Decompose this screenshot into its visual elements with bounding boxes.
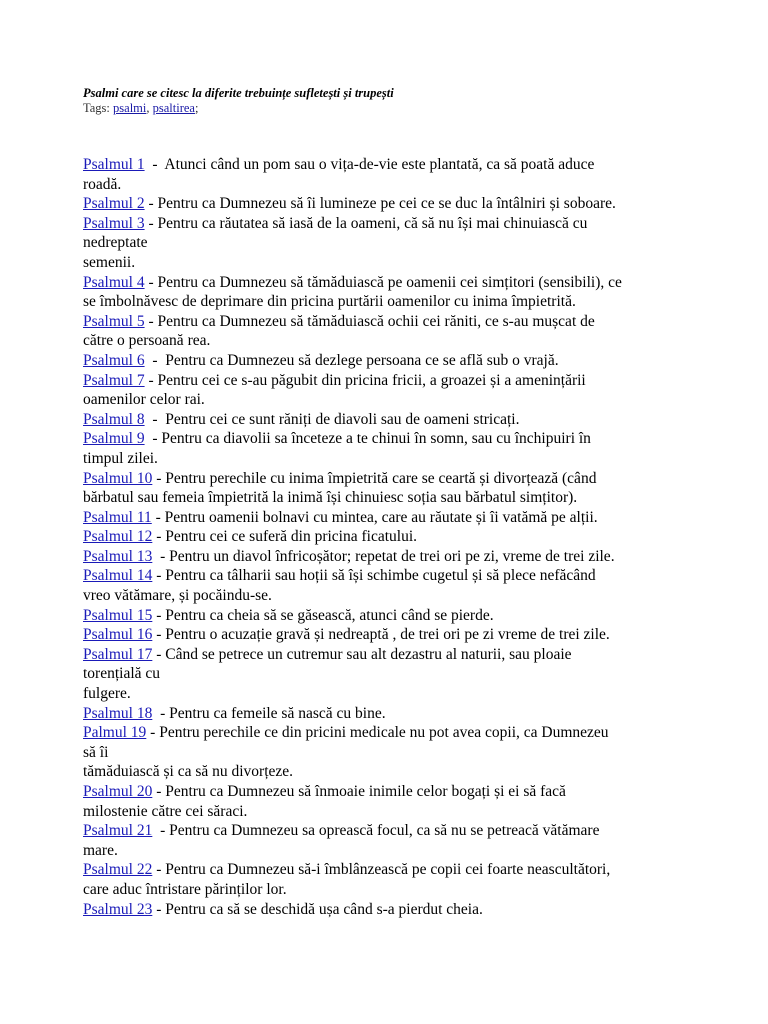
psalm-link[interactable]: Psalmul 4 <box>83 273 145 291</box>
psalm-description: - Pentru ca femeile să nască cu bine. <box>152 704 386 722</box>
psalm-description: - Pentru ca Dumnezeu să înmoaie inimile celor bogați și ei să facă milostenie către cei săraci. <box>83 783 566 820</box>
psalm-link[interactable]: Psalmul 7 <box>83 371 145 389</box>
psalm-link[interactable]: Psalmul 10 <box>83 469 153 487</box>
psalm-entry <box>83 606 728 626</box>
psalm-entry <box>83 469 728 508</box>
psalm-description: - Pentru ca Dumnezeu să dezlege persoana ce se află sub o vrajă. <box>144 351 559 369</box>
psalm-description: - Pentru ca Dumnezeu sa oprească focul, ca să nu se petreacă vătămare mare. <box>83 822 600 859</box>
psalm-entry <box>83 547 728 567</box>
psalm-link[interactable]: Psalmul 13 <box>83 547 153 565</box>
psalm-description: - Pentru o acuzație gravă și nedreaptă , de trei ori pe zi vreme de trei zile. <box>152 626 610 644</box>
tags-separator: , <box>146 101 153 115</box>
psalm-entry <box>83 351 728 371</box>
psalm-entry <box>83 194 728 214</box>
psalm-link[interactable]: Psalmul 11 <box>83 508 152 526</box>
psalm-description: - Pentru cei ce sunt răniți de diavoli sau de oameni stricați. <box>144 410 520 428</box>
psalm-description: - Pentru perechile ce din pricini medicale nu pot avea copii, ca Dumnezeu să îi tămăduiască și ca să nu divorțeze. <box>83 724 609 781</box>
psalm-link[interactable]: Psalmul 17 <box>83 645 153 663</box>
psalm-entry <box>83 273 728 312</box>
psalm-link[interactable]: Psalmul 20 <box>83 783 153 800</box>
psalm-description: - Pentru oamenii bolnavi cu mintea, care au răutate și îi vatămă pe alții. <box>151 508 598 526</box>
psalm-entry <box>83 429 728 468</box>
psalm-description: - Când se petrece un cutremur sau alt dezastru al naturii, sau ploaie torențială cu fulgere. <box>83 645 572 703</box>
tags-line <box>83 101 728 116</box>
psalm-entry <box>83 900 728 920</box>
tags-label: Tags: <box>83 101 114 115</box>
psalm-description: - Pentru ca răutatea să iasă de la oameni, că să nu își mai chinuiască cu nedreptate semenii. <box>83 214 588 271</box>
psalm-link[interactable]: Psalmul 14 <box>83 567 153 585</box>
psalm-description: - Pentru ca Dumnezeu să tămăduiască ochii cei răniti, ce s-au mușcat de către o persoană rea. <box>83 312 595 350</box>
tag-link-psalmi[interactable]: psalmi <box>113 101 147 115</box>
psalm-description: - Pentru ca tâlharii sau hoții să își schimbe cugetul și să plece nefăcând vreo vătămare, și pocăindu-se. <box>83 567 596 605</box>
psalm-link[interactable]: Psalmul 3 <box>83 214 145 232</box>
psalm-description: - Pentru ca Dumnezeu să-i îmblânzească pe copii cei foarte neascultători, care aduc întristare părinților lor. <box>83 861 611 898</box>
psalm-entry <box>83 566 728 605</box>
psalm-link[interactable]: Psalmul 21 <box>83 822 153 840</box>
psalm-entry <box>83 625 728 645</box>
psalm-description: - Pentru cei ce s-au păgubit din pricina fricii, a groazei și a amenințării oamenilor celor rai. <box>83 371 586 409</box>
psalm-description: - Pentru ca cheia să se găsească, atunci când se pierde. <box>152 606 494 624</box>
psalm-entry <box>83 155 728 194</box>
psalm-link[interactable]: Psalmul 23 <box>83 900 153 918</box>
psalm-link[interactable]: Psalmul 18 <box>83 704 153 722</box>
psalm-entry <box>83 508 728 528</box>
psalm-description: - Pentru ca diavolii sa înceteze a te chinui în somn, sau cu închipuiri în timpul zilei. <box>83 430 591 467</box>
psalm-link[interactable]: Palmul 19 <box>83 724 147 742</box>
psalm-description: - Pentru un diavol înfricoșător; repetat de trei ori pe zi, vreme de trei zile. <box>152 547 615 565</box>
psalm-link[interactable]: Psalmul 12 <box>83 528 153 546</box>
psalm-link[interactable]: Psalmul 15 <box>83 606 153 624</box>
tags-end: ; <box>194 101 199 115</box>
psalm-entry <box>83 527 728 547</box>
psalm-entry <box>83 782 728 821</box>
psalm-description: - Pentru ca Dumnezeu să tămăduiască pe oamenii cei simțitori (sensibili), ce se îmbolnăvesc de deprimare din pricina purtării oamenilor cu inima împietrită. <box>83 273 622 311</box>
psalm-entry <box>83 645 728 704</box>
psalm-link[interactable]: Psalmul 22 <box>83 861 153 879</box>
psalm-entry <box>83 723 728 782</box>
psalm-description: - Pentru cei ce suferă din pricina ficatului. <box>152 528 418 546</box>
psalm-link[interactable]: Psalmul 1 <box>83 156 145 173</box>
psalm-link[interactable]: Psalmul 9 <box>83 430 145 448</box>
psalm-entry <box>83 704 728 724</box>
psalm-entry <box>83 312 728 351</box>
psalm-entry <box>83 371 728 410</box>
psalm-link[interactable]: Psalmul 5 <box>83 312 145 330</box>
psalm-link[interactable]: Psalmul 16 <box>83 626 153 644</box>
psalm-entry <box>83 821 728 860</box>
psalm-entry <box>83 860 728 899</box>
psalm-link[interactable]: Psalmul 6 <box>83 351 145 369</box>
tag-link-psaltirea[interactable]: psaltirea <box>152 101 195 115</box>
psalm-entry <box>83 214 728 273</box>
page-title: Psalmi care se citesc la diferite trebuințe sufletești și trupești <box>83 86 394 100</box>
psalm-description: - Pentru ca Dumnezeu să îi lumineze pe cei ce se duc la întâlniri și soboare. <box>144 195 616 213</box>
psalm-description: - Pentru perechile cu inima împietrită care se ceartă și divorțează (când bărbatul sau femeia împietrită la inimă își chinuiesc soția sau bărbatul simțitor). <box>83 469 597 507</box>
psalm-description: - Pentru ca să se deschidă ușa când s-a pierdut cheia. <box>152 900 483 918</box>
psalm-entry <box>83 410 728 430</box>
psalm-list <box>83 155 728 919</box>
psalm-description: - Atunci când un pom sau o vița-de-vie este plantată, ca să poată aduce roadă. <box>83 156 595 193</box>
psalm-link[interactable]: Psalmul 2 <box>83 195 145 213</box>
psalm-link[interactable]: Psalmul 8 <box>83 410 145 428</box>
